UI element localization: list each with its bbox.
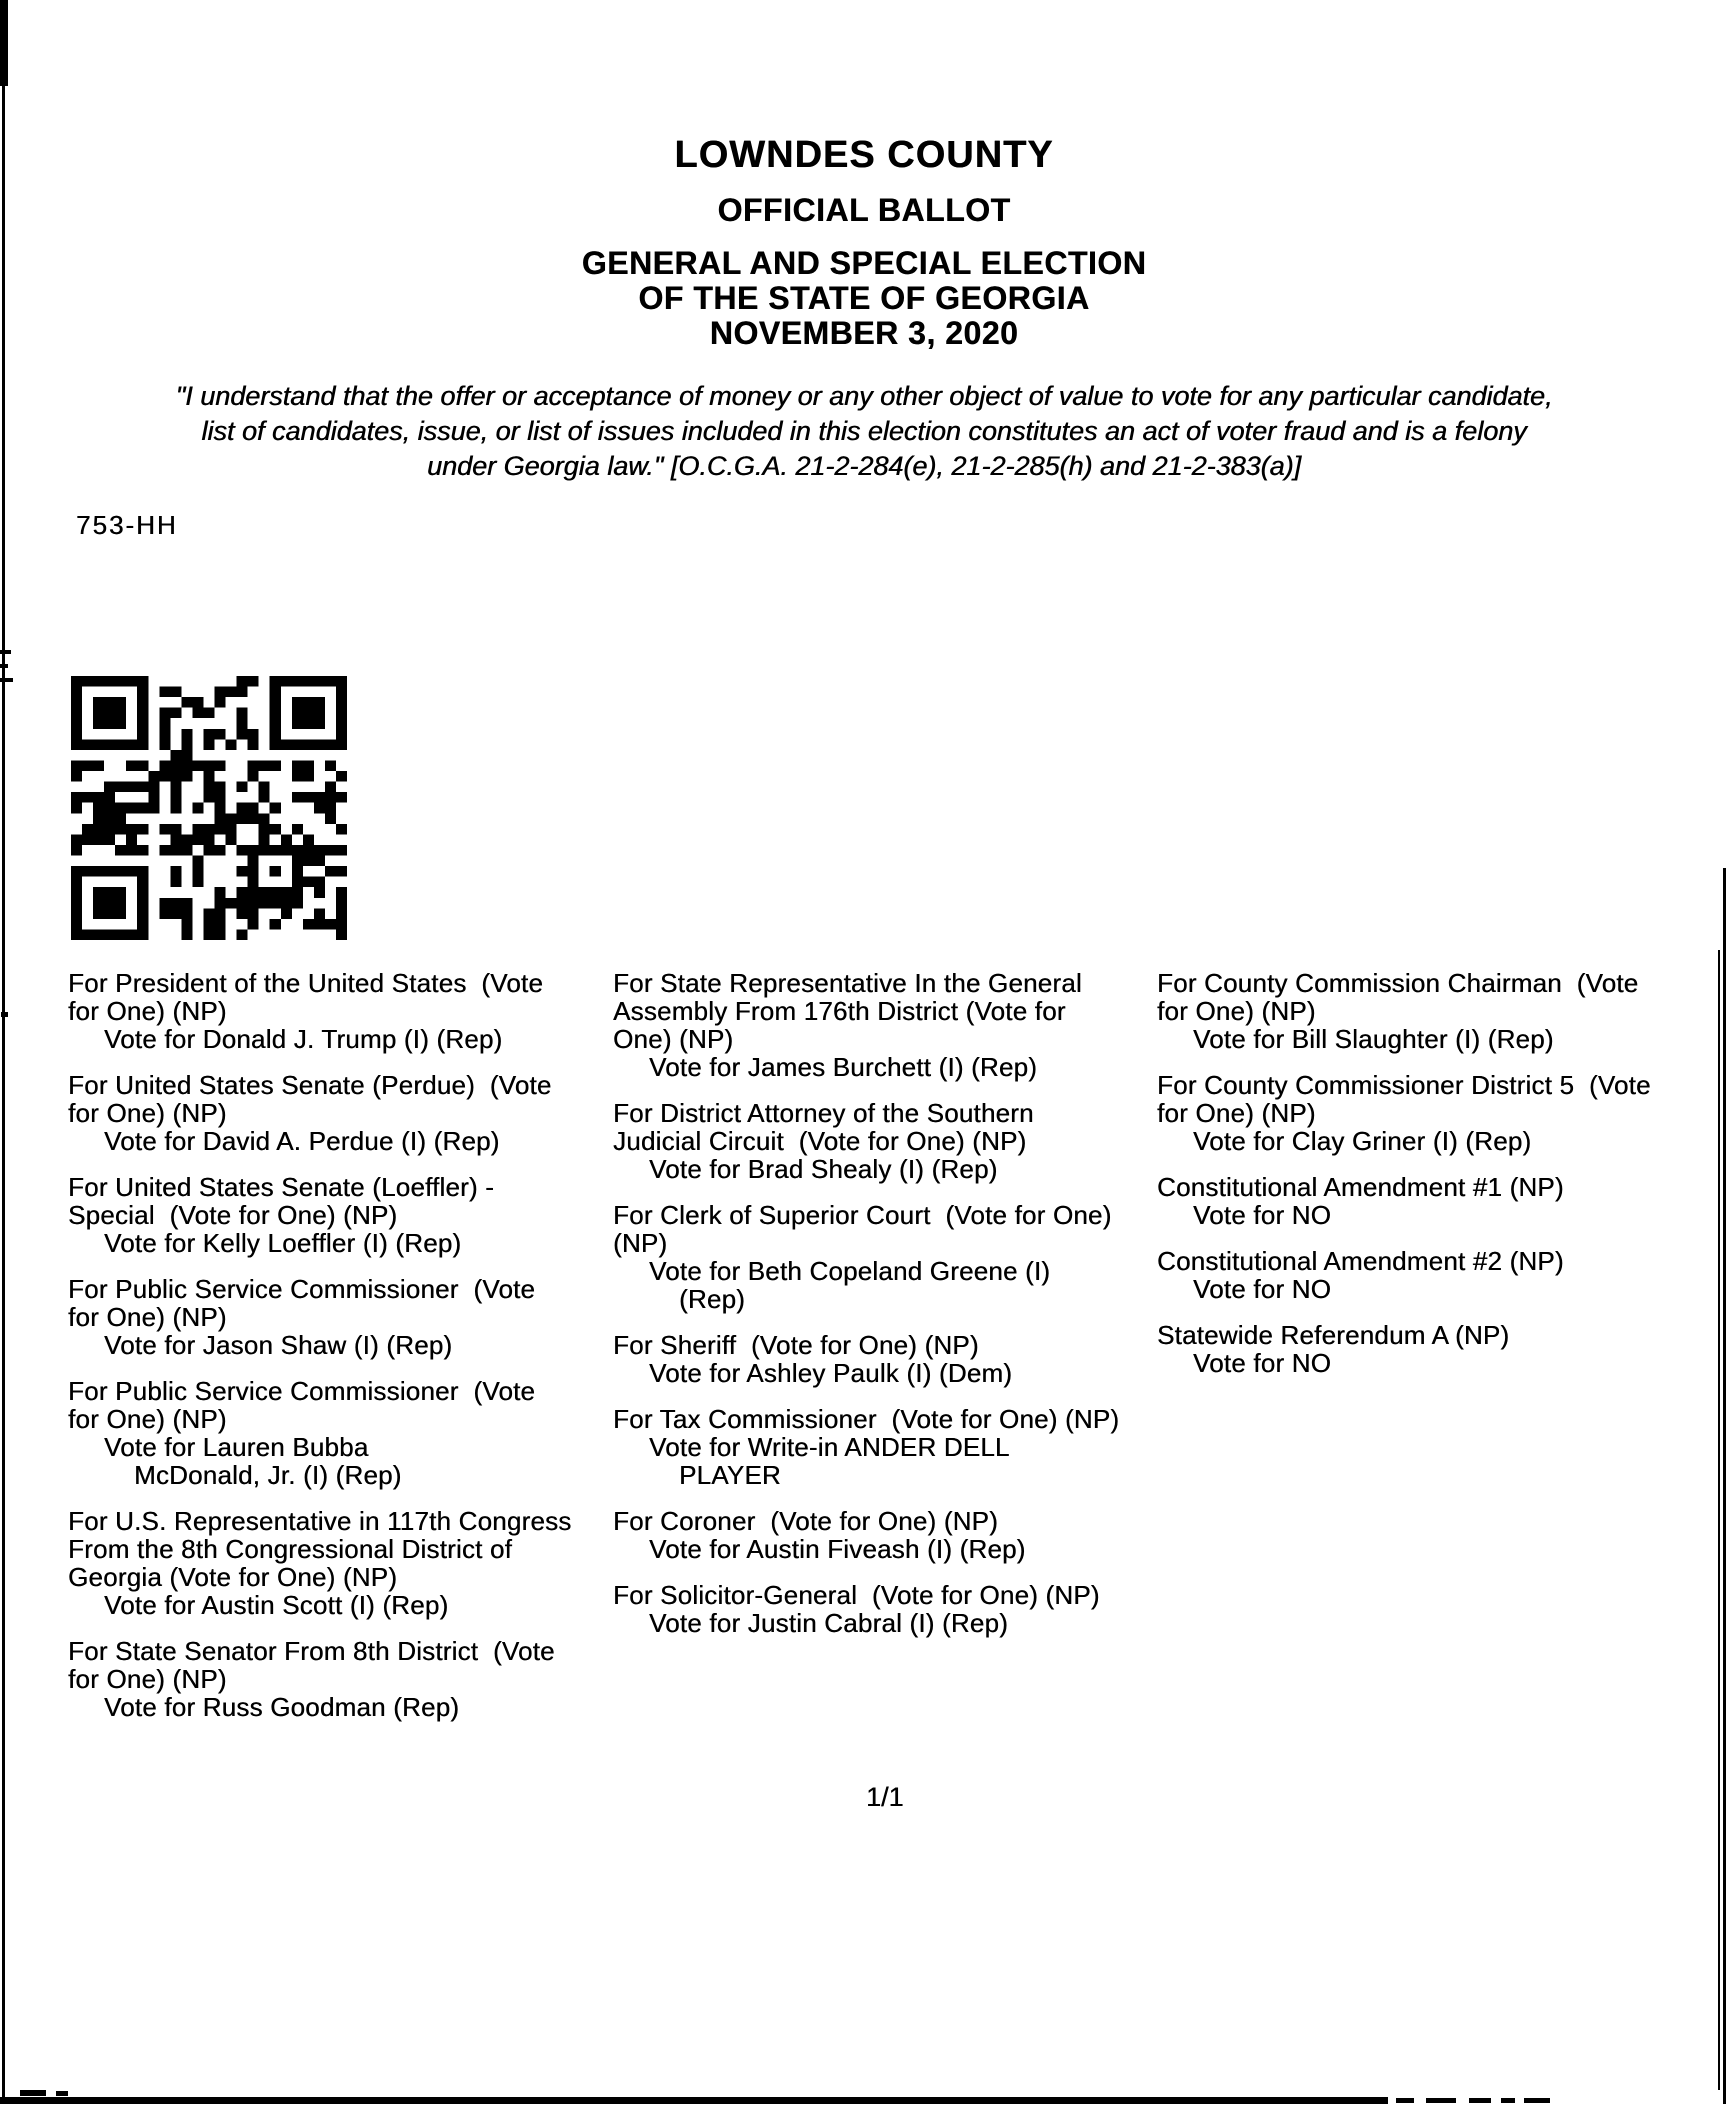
vote-line: Vote for Ashley Paulk (I) (Dem) — [649, 1358, 1013, 1388]
contest-column-middle — [613, 969, 1173, 1655]
vote-line: Vote for Lauren Bubba — [104, 1432, 369, 1462]
contest-title-line: for One) (NP) — [68, 996, 227, 1026]
scan-artifact-bottom-dash — [1469, 2098, 1491, 2103]
scan-artifact-tick — [0, 678, 13, 682]
contest-block — [613, 1507, 1173, 1563]
scan-artifact-speck — [56, 2091, 68, 2096]
vote-line: Vote for NO — [1193, 1274, 1332, 1304]
vote-line: Vote for Kelly Loeffler (I) (Rep) — [104, 1228, 462, 1258]
vote-line: Vote for Beth Copeland Greene (I) — [649, 1256, 1051, 1286]
contest-title-line: For State Senator From 8th District (Vote — [68, 1636, 555, 1666]
contest-title-line: for One) (NP) — [1157, 1098, 1316, 1128]
contest-title-line: For Solicitor-General (Vote for One) (NP) — [613, 1580, 1100, 1610]
contest-block — [613, 1405, 1173, 1489]
scan-artifact-left-line — [2, 0, 5, 2104]
election-date: NOVEMBER 3, 2020 — [709, 315, 1019, 351]
contest-title-line: Judicial Circuit (Vote for One) (NP) — [613, 1126, 1027, 1156]
contest-title-line: for One) (NP) — [68, 1098, 227, 1128]
contest-title-line: For State Representative In the General — [613, 968, 1082, 998]
contest-block — [68, 969, 628, 1053]
contest-title-line: From the 8th Congressional District of — [68, 1534, 512, 1564]
contest-title-line: One) (NP) — [613, 1024, 734, 1054]
contest-title-line: Constitutional Amendment #2 (NP) — [1157, 1246, 1564, 1276]
contest-block — [68, 1377, 628, 1489]
scan-artifact-tick — [0, 664, 8, 668]
contest-title-line: For Coroner (Vote for One) (NP) — [613, 1506, 998, 1536]
county-title: LOWNDES COUNTY — [674, 134, 1054, 176]
contest-title-line: For Tax Commissioner (Vote for One) (NP) — [613, 1404, 1120, 1434]
election-title-line1: GENERAL AND SPECIAL ELECTION — [581, 245, 1147, 281]
contest-block — [613, 1331, 1173, 1387]
scan-artifact-tick — [1, 1012, 8, 1017]
contest-title-line: For Clerk of Superior Court (Vote for One) — [613, 1200, 1112, 1230]
vote-line: Vote for Jason Shaw (I) (Rep) — [104, 1330, 453, 1360]
contest-block — [613, 1201, 1173, 1313]
contest-title-line: For President of the United States (Vote — [68, 968, 544, 998]
contest-title-line: For United States Senate (Perdue) (Vote — [68, 1070, 552, 1100]
vote-line: Vote for NO — [1193, 1200, 1332, 1230]
contest-block — [613, 969, 1173, 1081]
contest-title-line: Statewide Referendum A (NP) — [1157, 1320, 1510, 1350]
contest-title-line: For District Attorney of the Southern — [613, 1098, 1034, 1128]
contest-title-line: For County Commission Chairman (Vote — [1157, 968, 1639, 998]
vote-line: McDonald, Jr. (I) (Rep) — [134, 1460, 402, 1490]
contest-title-line: For Sheriff (Vote for One) (NP) — [613, 1330, 979, 1360]
vote-line: Vote for Write-in ANDER DELL — [649, 1432, 1010, 1462]
scan-artifact-bottom-bar — [0, 2097, 1388, 2104]
election-title — [0, 246, 1728, 351]
vote-line: PLAYER — [679, 1460, 781, 1490]
vote-line: Vote for Bill Slaughter (I) (Rep) — [1193, 1024, 1554, 1054]
vote-line: Vote for Austin Scott (I) (Rep) — [104, 1590, 449, 1620]
voter-fraud-notice-line2: list of candidates, issue, or list of issues included in this election constitutes an act of voter fraud and is a felony — [201, 416, 1527, 446]
scan-artifact-bottom-dash — [1426, 2098, 1456, 2103]
vote-line: Vote for David A. Perdue (I) (Rep) — [104, 1126, 500, 1156]
contest-block — [68, 1637, 628, 1721]
vote-line: Vote for Brad Shealy (I) (Rep) — [649, 1154, 998, 1184]
contest-title-line: for One) (NP) — [1157, 996, 1316, 1026]
contest-title-line: Georgia (Vote for One) (NP) — [68, 1562, 398, 1592]
official-ballot-title: OFFICIAL BALLOT — [717, 192, 1011, 228]
page-number: 1/1 — [866, 1782, 904, 1812]
contest-title-line: For Public Service Commissioner (Vote — [68, 1274, 536, 1304]
contest-block — [613, 1099, 1173, 1183]
vote-line: (Rep) — [679, 1284, 746, 1314]
contest-block — [1157, 1071, 1728, 1155]
contest-title-line: for One) (NP) — [68, 1302, 227, 1332]
voter-fraud-notice — [0, 379, 1728, 484]
contest-title-line: For U.S. Representative in 117th Congress — [68, 1506, 572, 1536]
voter-fraud-notice-line1: "I understand that the offer or acceptance of money or any other object of value to vote for any particular candidate, — [175, 381, 1553, 411]
scan-artifact-bottom-dash — [1501, 2098, 1515, 2103]
contest-block — [1157, 1321, 1728, 1377]
contest-block — [1157, 969, 1728, 1053]
scan-artifact-bottom-dash — [1524, 2098, 1550, 2103]
contest-title-line: for One) (NP) — [68, 1404, 227, 1434]
contest-title-line: Assembly From 176th District (Vote for — [613, 996, 1066, 1026]
contest-title-line: Constitutional Amendment #1 (NP) — [1157, 1172, 1564, 1202]
contest-column-right — [1157, 969, 1728, 1395]
vote-line: Vote for Austin Fiveash (I) (Rep) — [649, 1534, 1026, 1564]
contest-block — [68, 1275, 628, 1359]
contest-title-line: (NP) — [613, 1228, 668, 1258]
contest-title-line: For United States Senate (Loeffler) - — [68, 1172, 495, 1202]
vote-line: Vote for Donald J. Trump (I) (Rep) — [104, 1024, 503, 1054]
contest-block — [68, 1071, 628, 1155]
voter-fraud-notice-line3: under Georgia law." [O.C.G.A. 21-2-284(e), 21-2-285(h) and 21-2-383(a)] — [426, 451, 1302, 481]
contest-block — [68, 1173, 628, 1257]
scan-artifact-right-line — [1723, 868, 1726, 2104]
scan-artifact-right-line — [1718, 950, 1720, 2090]
contest-block — [68, 1507, 628, 1619]
qr-code-icon — [71, 676, 347, 940]
contest-title-line: for One) (NP) — [68, 1664, 227, 1694]
contest-title-line: Special (Vote for One) (NP) — [68, 1200, 398, 1230]
vote-line: Vote for Clay Griner (I) (Rep) — [1193, 1126, 1532, 1156]
scan-artifact-tick — [0, 650, 11, 654]
contest-title-line: For Public Service Commissioner (Vote — [68, 1376, 536, 1406]
contest-block — [1157, 1247, 1728, 1303]
election-title-line2: OF THE STATE OF GEORGIA — [638, 280, 1090, 316]
contest-column-left — [68, 969, 628, 1739]
vote-line: Vote for Justin Cabral (I) (Rep) — [649, 1608, 1008, 1638]
contest-title-line: For County Commissioner District 5 (Vote — [1157, 1070, 1651, 1100]
precinct-code: 753-HH — [76, 510, 178, 540]
vote-line: Vote for James Burchett (I) (Rep) — [649, 1052, 1038, 1082]
vote-line: Vote for NO — [1193, 1348, 1332, 1378]
scan-artifact-bottom-dash — [1396, 2098, 1414, 2103]
contest-block — [613, 1581, 1173, 1637]
vote-line: Vote for Russ Goodman (Rep) — [104, 1692, 460, 1722]
scan-artifact-speck — [20, 2090, 46, 2096]
contest-block — [1157, 1173, 1728, 1229]
